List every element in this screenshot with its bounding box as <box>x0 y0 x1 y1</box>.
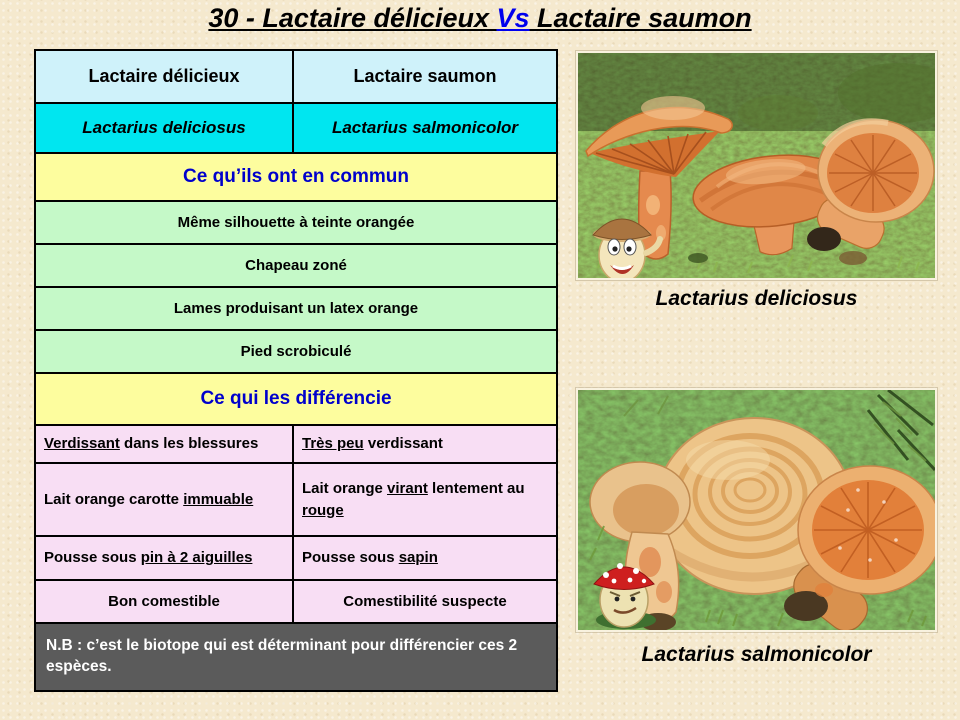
common-section-title: Ce qu’ils ont en commun <box>36 154 556 200</box>
diff2-right-underlined-1: virant <box>387 479 428 497</box>
diff3-right-underlined: sapin <box>398 549 438 567</box>
table-row-diff-header <box>36 372 556 424</box>
table-row-common-trait <box>36 200 556 243</box>
common-trait-2: Chapeau zoné <box>36 245 556 286</box>
comparison-table <box>34 49 558 692</box>
diff4-right: Comestibilité suspecte <box>292 581 556 622</box>
species-name-right: Lactaire saumon <box>292 51 556 102</box>
page-title <box>0 3 960 34</box>
diff2-left-pre: Lait orange carotte <box>44 490 184 508</box>
table-row-diff-4 <box>36 579 556 622</box>
diff1-right-rest: verdissant <box>363 435 443 453</box>
diff1-left-underlined: Verdissant <box>44 435 120 453</box>
diff-section-title: Ce qui les différencie <box>36 374 556 424</box>
common-trait-4: Pied scrobiculé <box>36 331 556 372</box>
diff1-right <box>292 426 556 462</box>
latin-name-right: Lactarius salmonicolor <box>292 104 556 152</box>
table-row-diff-1 <box>36 424 556 462</box>
diff4-left: Bon comestible <box>36 581 292 622</box>
common-trait-3: Lames produisant un latex orange <box>36 288 556 329</box>
diff2-left-underlined: immuable <box>183 490 254 508</box>
diff3-left-underlined: pin à 2 aiguilles <box>140 549 253 567</box>
diff3-right-pre: Pousse sous <box>302 549 399 567</box>
table-row-diff-3 <box>36 535 556 579</box>
top-photo-caption: Lactarius deliciosus <box>655 287 858 310</box>
diff2-right-pre: Lait orange <box>302 479 388 497</box>
title-prefix: 30 - Lactaire délicieux <box>208 3 497 33</box>
table-row-note <box>36 622 556 690</box>
lactarius-salmonicolor-photo <box>576 388 937 632</box>
table-row-common-trait <box>36 286 556 329</box>
diff2-right-mid: lentement au <box>427 479 525 497</box>
diff2-right-underlined-2: rouge <box>302 501 344 519</box>
table-row-common-trait <box>36 329 556 372</box>
diff3-left <box>36 537 292 579</box>
title-vs: Vs <box>496 3 530 33</box>
common-trait-1: Même silhouette à teinte orangée <box>36 202 556 243</box>
table-row-common-header <box>36 152 556 200</box>
table-row-species <box>36 51 556 102</box>
diff2-left <box>36 464 292 535</box>
diff1-left <box>36 426 292 462</box>
diff1-right-underlined: Très peu <box>302 435 364 453</box>
species-name-left: Lactaire délicieux <box>36 51 292 102</box>
note-text: N.B : c’est le biotope qui est déterminant pour différencier ces 2 espèces. <box>36 624 556 690</box>
title-suffix: Lactaire saumon <box>529 3 752 33</box>
table-row-diff-2 <box>36 462 556 535</box>
table-row-latin <box>36 102 556 152</box>
latin-name-left: Lactarius deliciosus <box>36 104 292 152</box>
diff3-right <box>292 537 556 579</box>
lactarius-deliciosus-photo <box>576 51 937 280</box>
table-row-common-trait <box>36 243 556 286</box>
diff1-left-rest: dans les blessures <box>119 435 259 453</box>
diff3-left-pre: Pousse sous <box>44 549 141 567</box>
diff2-right <box>292 464 556 535</box>
bottom-photo-caption: Lactarius salmonicolor <box>641 643 872 666</box>
